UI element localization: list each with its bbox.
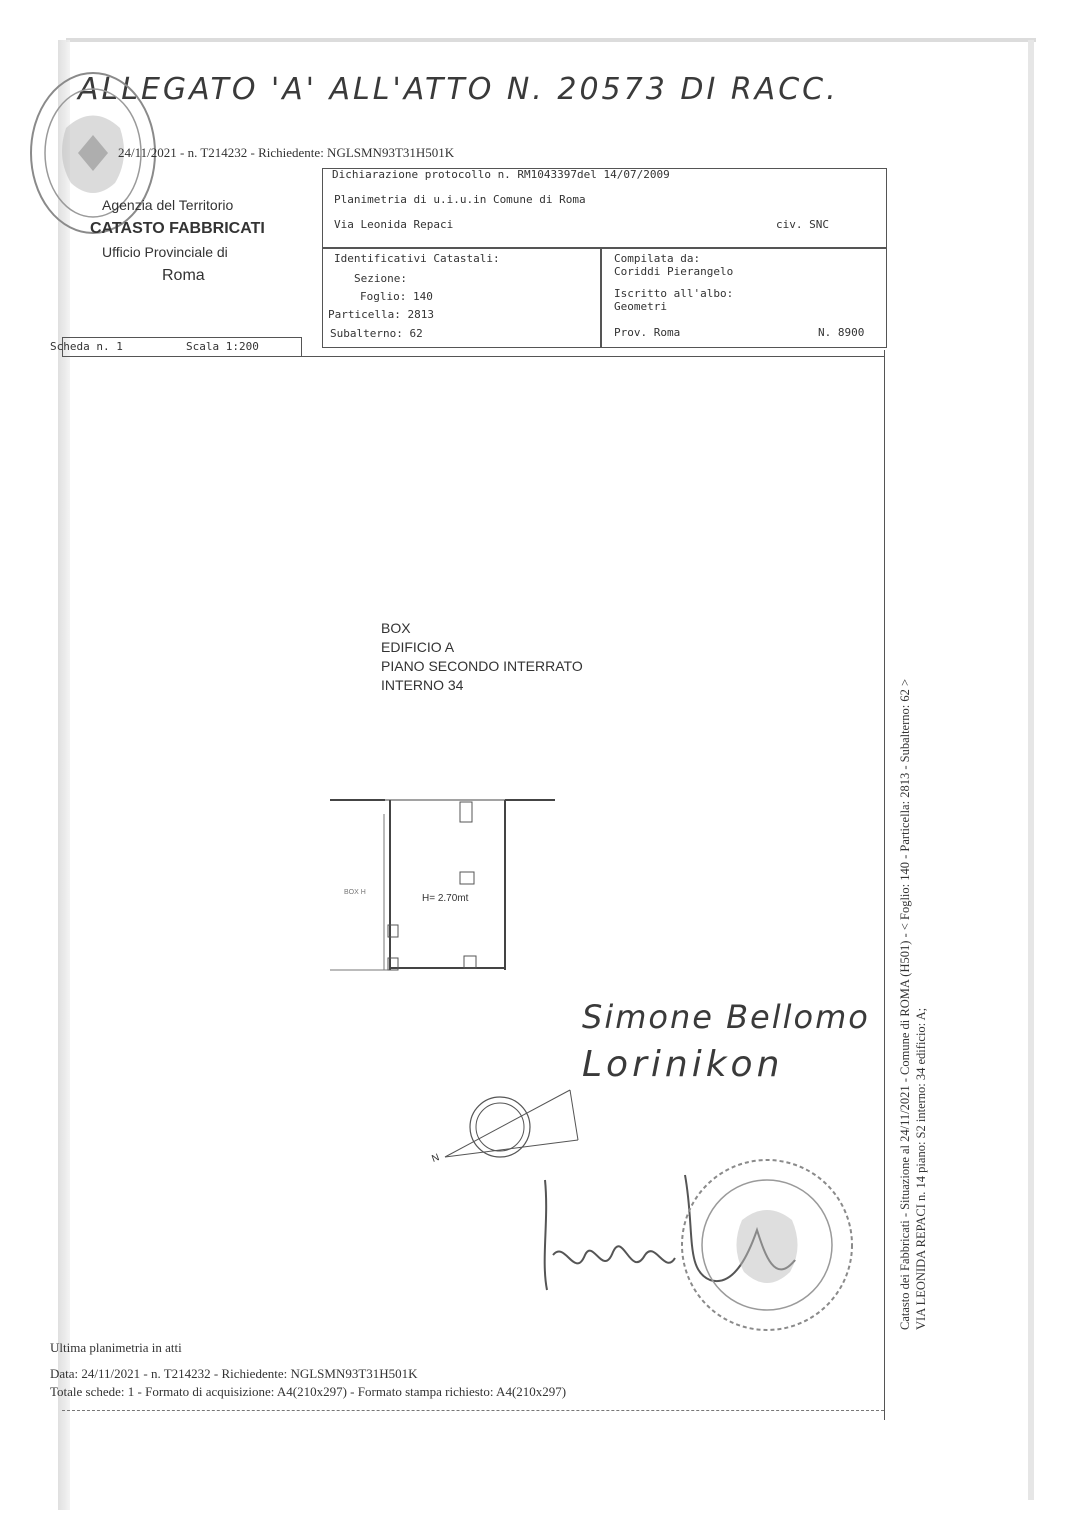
compiled-albo-label: Iscritto all'albo:	[614, 287, 734, 300]
footer-dotted-rule	[62, 1410, 884, 1411]
compiled-number: N. 8900	[818, 326, 865, 339]
scheda-scale: Scala 1:200	[186, 340, 259, 353]
scan-edge-right	[1028, 40, 1034, 1500]
plan-label-floor: PIANO SECONDO INTERRATO	[381, 658, 583, 674]
plan-label-interior: INTERNO 34	[381, 677, 464, 693]
handwritten-header: ALLEGATO 'A' ALL'ATTO N. 20573 DI RACC.	[78, 72, 839, 107]
scheda-number: Scheda n. 1	[50, 340, 123, 353]
agency-department: CATASTO FABBRICATI	[90, 220, 265, 237]
plan-adjacent-label: BOX H	[344, 889, 366, 896]
plan-label-building: EDIFICIO A	[381, 639, 455, 655]
identifiers-heading: Identificativi Catastali:	[334, 252, 500, 265]
side-text-line-1: Catasto dei Fabbricati - Situazione al 24/11/2021 - Comune di ROMA (H501) - < Foglio: 140 - Particella: 2813 - Subalterno: 62 >	[898, 678, 912, 1330]
frame-top-border	[62, 356, 884, 357]
floor-plan-drawing	[320, 790, 560, 980]
north-label: N	[430, 1152, 441, 1165]
signature-line-2: Lorinikon	[582, 1044, 784, 1085]
agency-city: Roma	[162, 267, 205, 284]
plan-height-label: H= 2.70mt	[422, 893, 469, 904]
footer-format-line: Totale schede: 1 - Formato di acquisizione: A4(210x297) - Formato stampa richiesto: A4(210x297)	[50, 1384, 567, 1399]
compiled-province: Prov. Roma	[614, 326, 681, 339]
footer-request-line: Data: 24/11/2021 - n. T214232 - Richiedente: NGLSMN93T31H501K	[50, 1366, 418, 1381]
identifiers-sezione: Sezione:	[354, 272, 407, 285]
agency-office: Ufficio Provinciale di	[102, 244, 228, 260]
compiled-name: Coriddi Pierangelo	[614, 265, 734, 278]
declaration-address: Via Leonida Repaci	[334, 218, 454, 231]
declaration-planimetry: Planimetria di u.i.u.in Comune di Roma	[334, 193, 586, 206]
scan-edge-left	[58, 40, 70, 1510]
compiled-albo-value: Geometri	[614, 300, 667, 313]
declaration-civic: civ. SNC	[776, 218, 829, 231]
agency-name: Agenzia del Territorio	[102, 197, 234, 213]
identifiers-subalterno: Subalterno: 62	[330, 327, 423, 340]
identifiers-particella: Particella: 2813	[328, 308, 434, 321]
plan-label-box: BOX	[381, 620, 411, 636]
notary-seal-bottom	[672, 1150, 862, 1340]
frame-right-border	[884, 350, 885, 1420]
top-request-line: 24/11/2021 - n. T214232 - Richiedente: NGLSMN93T31H501K	[118, 145, 455, 160]
compiled-heading: Compilata da:	[614, 252, 701, 265]
signature-line-1: Simone Bellomo	[582, 998, 870, 1036]
scan-edge-top	[66, 38, 1036, 42]
side-text-line-2: VIA LEONIDA REPACI n. 14 piano: S2 interno: 34 edificio: A;	[914, 1007, 928, 1330]
identifiers-foglio: Foglio: 140	[360, 290, 433, 303]
declaration-protocol: Dichiarazione protocollo n. RM1043397del 14/07/2009	[332, 168, 670, 181]
footer-last-planimetry: Ultima planimetria in atti	[50, 1340, 182, 1355]
